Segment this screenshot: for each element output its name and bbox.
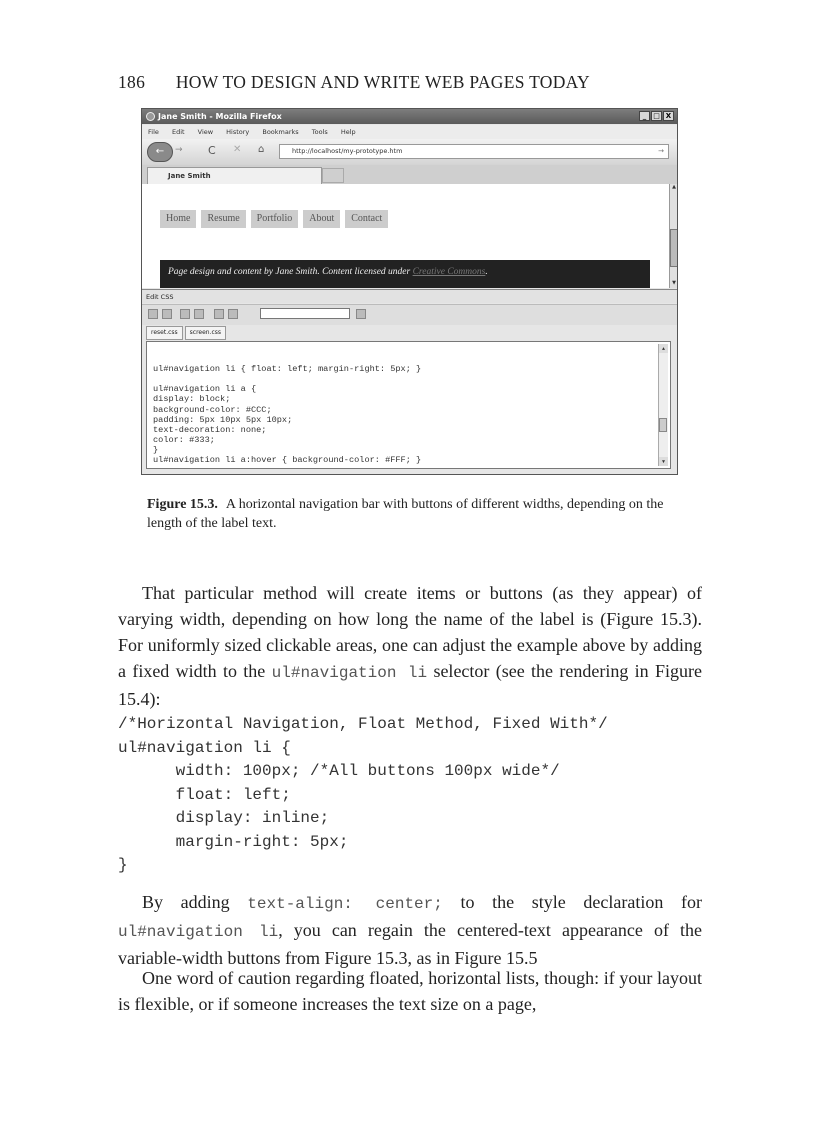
scroll-thumb[interactable] [670, 229, 678, 267]
creative-commons-link[interactable]: Creative Commons [412, 267, 486, 277]
stop-icon[interactable]: ✕ [233, 144, 242, 155]
back-button[interactable]: ← [147, 142, 173, 162]
undo-icon[interactable] [180, 309, 190, 319]
window-buttons [639, 111, 674, 121]
css-editor[interactable] [146, 341, 671, 469]
go-arrow-icon[interactable]: → [658, 147, 664, 155]
menu-history[interactable]: History [226, 128, 250, 136]
running-header [118, 72, 590, 93]
scroll-up-icon[interactable]: ▲ [672, 184, 676, 190]
browser-screenshot [141, 108, 678, 475]
menu-help[interactable]: Help [340, 128, 356, 136]
tab-jane-smith[interactable]: Jane Smith [147, 167, 322, 184]
forward-button[interactable]: → [175, 145, 183, 155]
p2-inline-code-2: ul#navigation li [118, 923, 279, 941]
p1-inline-code: ul#navigation li [271, 664, 428, 682]
new-tab-button[interactable] [322, 168, 344, 183]
reload-icon[interactable]: C [208, 144, 216, 157]
tab-strip [142, 165, 677, 184]
open-file-icon[interactable] [148, 309, 158, 319]
page-viewport [142, 184, 669, 288]
nav-contact[interactable]: Contact [345, 210, 388, 228]
menu-edit[interactable]: Edit [171, 128, 185, 136]
menu-view[interactable]: View [197, 128, 214, 136]
paragraph-2 [118, 889, 702, 971]
page-scrollbar[interactable] [669, 184, 678, 288]
figure-caption [147, 496, 687, 533]
address-bar[interactable] [279, 144, 669, 159]
editor-scrollbar[interactable] [658, 344, 668, 466]
p1-text-a: That particular method will create items or buttons (as they appear) of varying width, depending on how long the name of the label is (Figure 15.3). For uniformly sized clickable areas, one can adjust the example above by adding a fixed width to the [118, 583, 702, 681]
paragraph-1 [118, 580, 702, 712]
window-titlebar [142, 109, 677, 124]
nav-about[interactable]: About [303, 210, 340, 228]
edit-css-bar [142, 289, 677, 303]
up-arrow-icon[interactable] [214, 309, 224, 319]
p2-inline-code-1: text-align: center; [247, 895, 443, 913]
footer-end: . [485, 267, 488, 277]
p2-text-a: By adding [142, 892, 248, 912]
menu-file[interactable]: File [148, 128, 159, 136]
menu-bookmarks[interactable]: Bookmarks [262, 128, 299, 136]
page-footer [160, 260, 650, 288]
home-icon[interactable]: ⌂ [258, 144, 265, 155]
footer-text: Page design and content by Jane Smith. Content licensed under [168, 267, 413, 277]
editor-scroll-down-icon[interactable]: ▼ [659, 457, 668, 466]
close-button[interactable]: X [663, 111, 674, 121]
nav-home[interactable]: Home [160, 210, 196, 228]
firefox-icon [146, 112, 155, 121]
nav-resume[interactable]: Resume [201, 210, 245, 228]
menu-tools[interactable]: Tools [311, 128, 328, 136]
edit-css-label: Edit CSS [146, 293, 174, 301]
save-icon[interactable] [162, 309, 172, 319]
menu-bar [142, 125, 677, 139]
minimize-button[interactable]: _ [639, 111, 650, 121]
code-block: /*Horizontal Navigation, Float Method, Fixed With*/ ul#navigation li { width: 100px; /*All buttons 100px wide*/ float: left; display: inline; margin-right: 5px; } [118, 715, 608, 874]
page-number: 186 [118, 72, 146, 92]
redo-icon[interactable] [194, 309, 204, 319]
window-title: Jane Smith - Mozilla Firefox [158, 112, 282, 121]
tab-screen-css[interactable]: screen.css [185, 326, 226, 340]
maximize-button[interactable]: □ [651, 111, 662, 121]
down-arrow-icon[interactable] [228, 309, 238, 319]
editor-scroll-thumb[interactable] [659, 418, 667, 432]
css-search-input[interactable] [260, 308, 350, 319]
p2-text-b: to the style declaration for [442, 892, 702, 912]
caption-label: Figure 15.3. [147, 497, 218, 512]
paragraph-3: One word of caution regarding floated, horizontal lists, though: if your layout is flexible, or if someone increases the text size on a page, [118, 968, 702, 1014]
nav-portfolio[interactable]: Portfolio [251, 210, 299, 228]
css-file-tabs [146, 326, 228, 340]
running-title: HOW TO DESIGN AND WRITE WEB PAGES TODAY [175, 72, 590, 92]
css-toolbar [142, 304, 677, 325]
tab-reset-css[interactable]: reset.css [146, 326, 183, 340]
p1-text-b: selector (see the rendering in Figure 15.4): [118, 661, 703, 709]
editor-scroll-up-icon[interactable]: ▲ [659, 344, 668, 353]
css-code: ul#navigation li { float: left; margin-right: 5px; } ul#navigation li a { display: block; background-color: #CCC; padding: 5px 10px 5px 10px; text-decoration: none; color: #333; } ul#navigation li a:hover { background-color: #FFF; } [153, 364, 422, 466]
caption-text: A horizontal navigation bar with buttons of different widths, depending on the length of the label text. [147, 497, 664, 531]
p2-text-c: , you can regain the centered-text appearance of the variable-width buttons from Figure 15.3, as in Figure 15.5 [118, 920, 703, 968]
navigation-bar [160, 210, 388, 228]
url-text: http://localhost/my-prototype.htm [292, 147, 403, 155]
search-icon[interactable] [356, 309, 366, 319]
scroll-down-icon[interactable]: ▼ [672, 280, 676, 286]
navigation-toolbar [142, 139, 677, 165]
